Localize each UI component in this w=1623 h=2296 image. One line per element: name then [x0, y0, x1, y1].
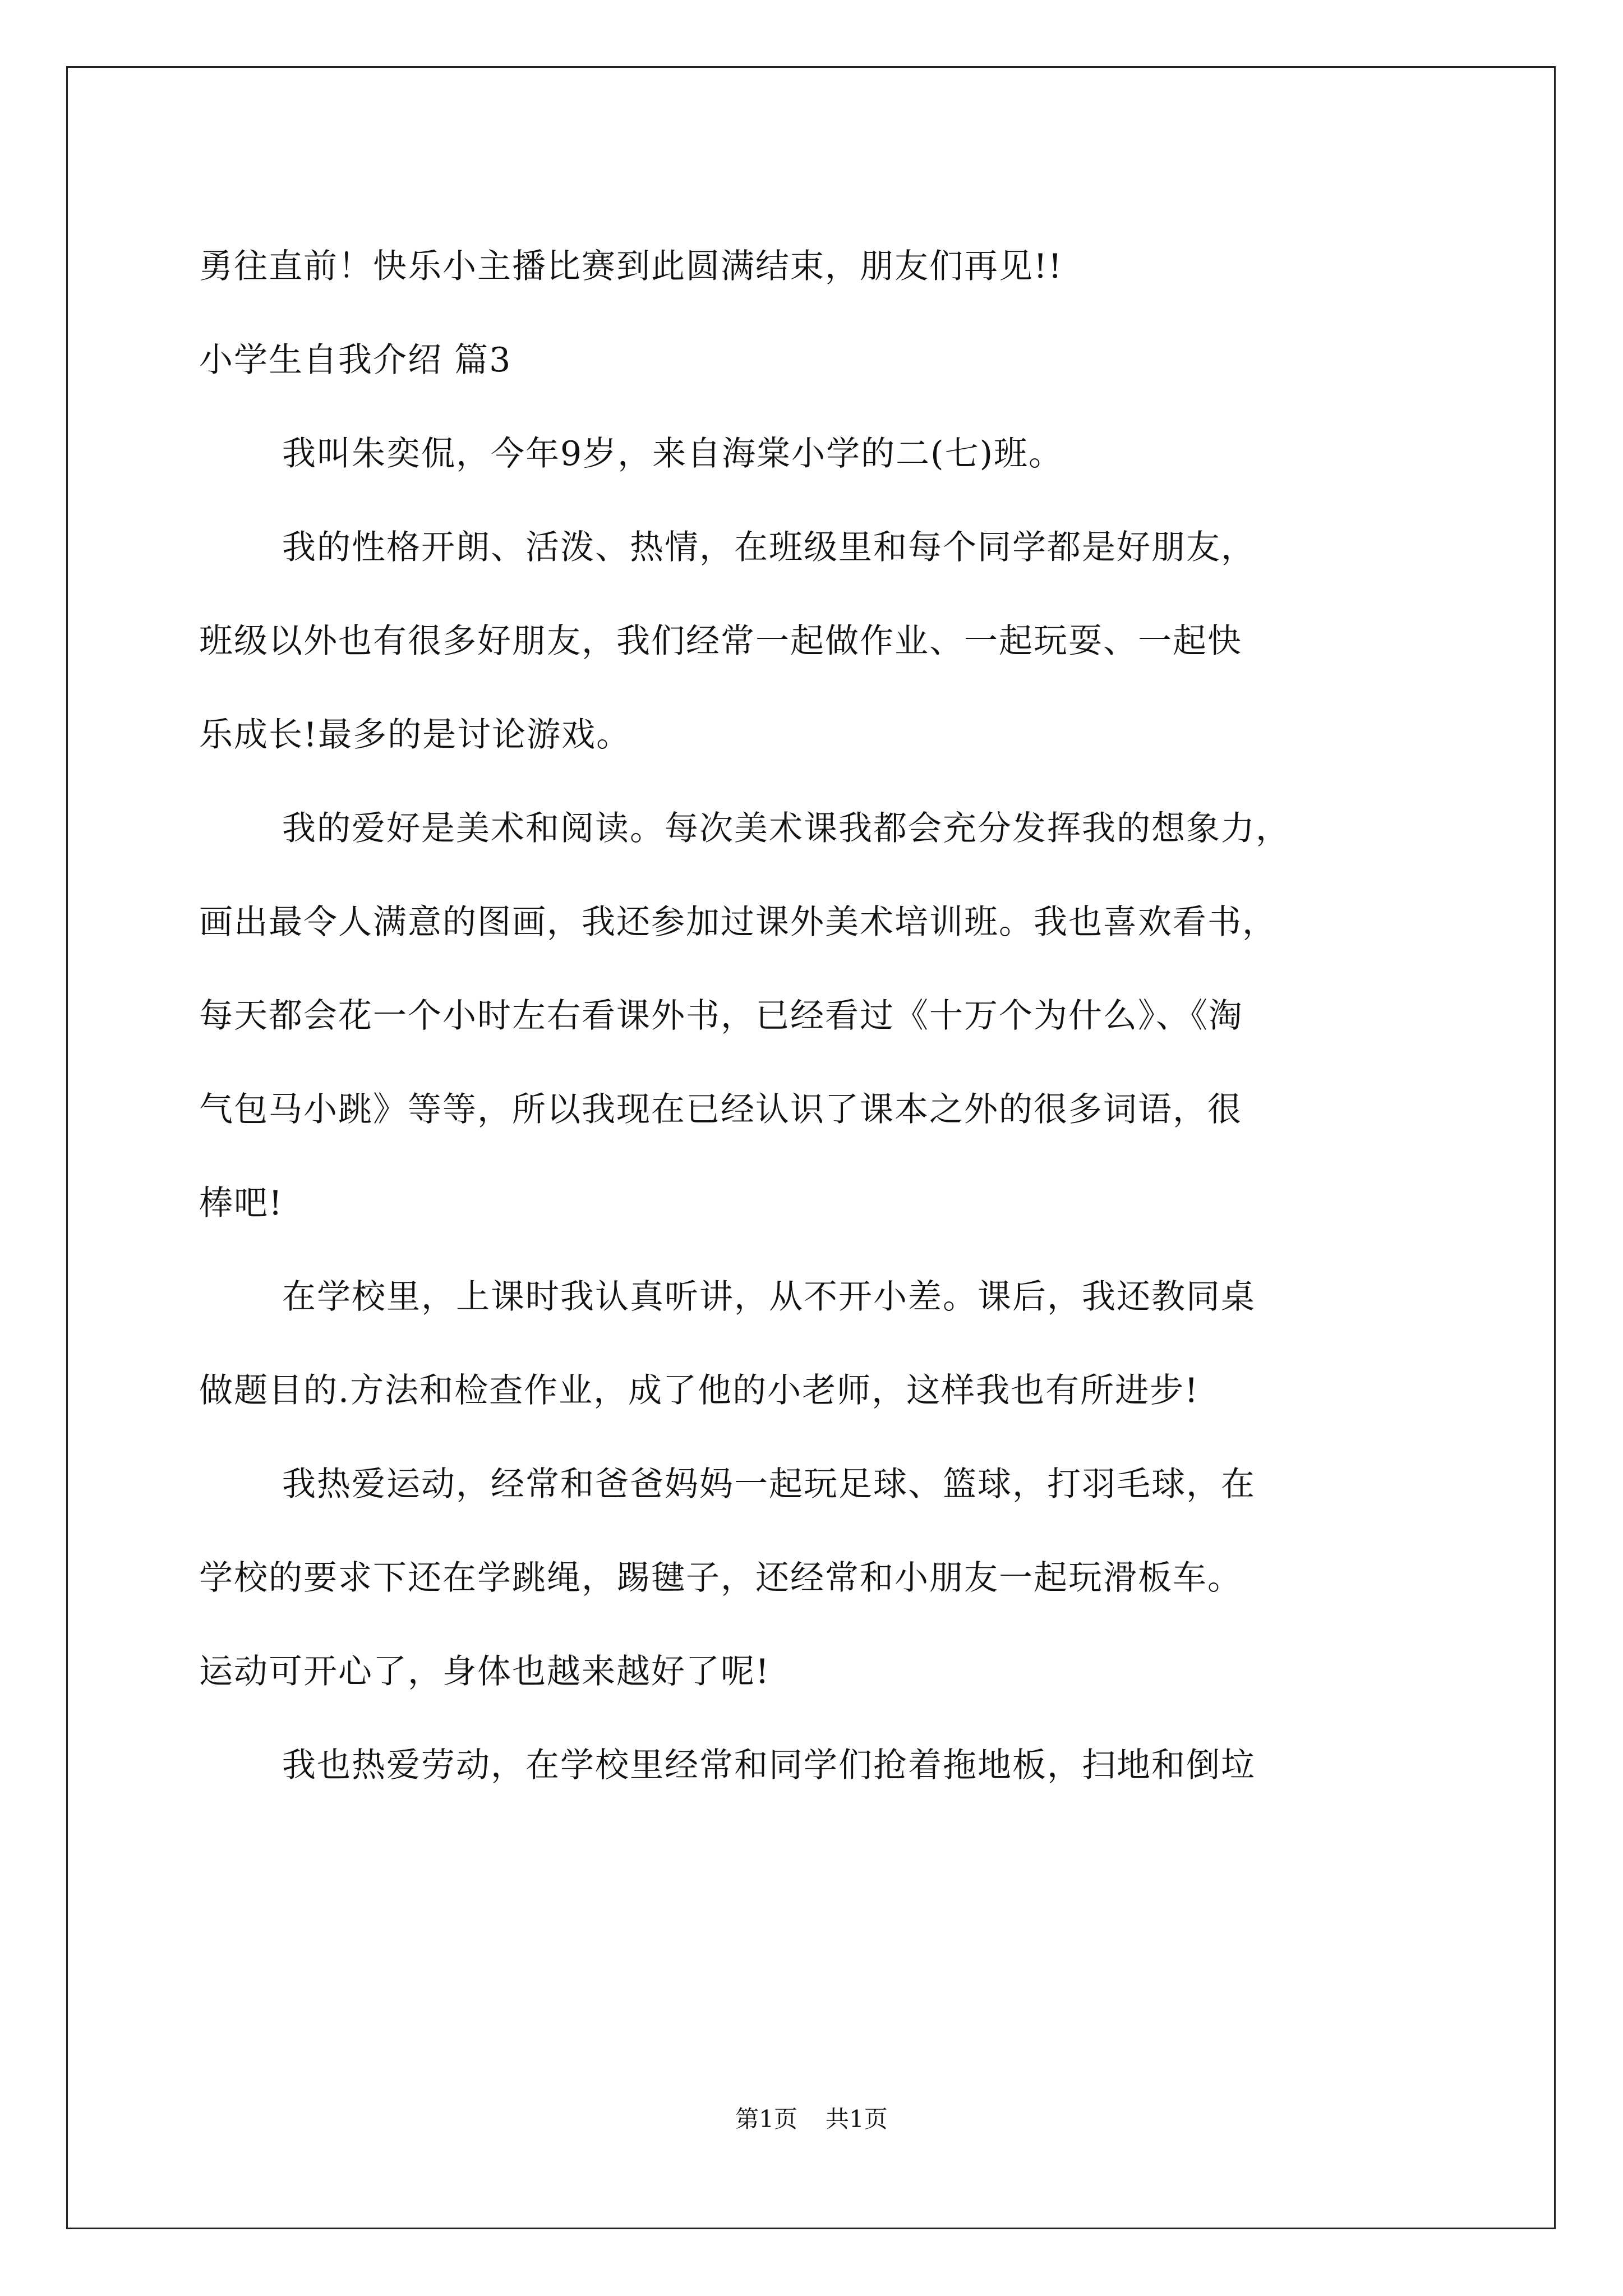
text-line: 运动可开心了，身体也越来越好了呢!	[199, 1652, 771, 1691]
text-line: 学校的要求下还在学跳绳，踢毽子，还经常和小朋友一起玩滑板车。	[199, 1558, 1242, 1598]
text-line: 勇往直前！快乐小主播比赛到此圆满结束，朋友们再见!!	[199, 247, 1063, 286]
page-footer	[0, 2102, 1623, 2136]
text-line: 班级以外也有很多好朋友，我们经常一起做作业、一起玩耍、一起快	[199, 622, 1242, 661]
text-line: 每天都会花一个小时左右看课外书，已经看过《十万个为什么》、《淘	[199, 996, 1243, 1036]
text-line: 我也热爱劳动，在学校里经常和同学们抢着拖地板，扫地和倒垃	[282, 1746, 1256, 1785]
text-line: 气包马小跳》等等，所以我现在已经认识了课本之外的很多词语，很	[199, 1090, 1242, 1129]
text-line: 我的性格开朗、活泼、热情，在班级里和每个同学都是好朋友，	[282, 528, 1256, 567]
text-line: 我的爱好是美术和阅读。每次美术课我都会充分发挥我的想象力，	[282, 809, 1290, 848]
text-line: 做题目的.方法和检查作业，成了他的小老师，这样我也有所进步!	[199, 1371, 1200, 1410]
document-body	[199, 220, 1433, 1812]
text-line: 棒吧!	[199, 1184, 284, 1223]
text-line: 我热爱运动，经常和爸爸妈妈一起玩足球、篮球，打羽毛球，在	[282, 1465, 1256, 1504]
text-line: 在学校里，上课时我认真听讲，从不开小差。课后，我还教同桌	[282, 1277, 1256, 1317]
section-heading: 小学生自我介绍 篇3	[199, 341, 512, 380]
text-line: 画出最令人满意的图画，我还参加过课外美术培训班。我也喜欢看书，	[199, 903, 1277, 942]
text-line: 我叫朱奕侃，今年9岁，来自海棠小学的二(七)班。	[282, 434, 1063, 473]
text-line: 乐成长!最多的是讨论游戏。	[199, 715, 631, 754]
page-total: 共1页	[826, 2105, 888, 2133]
page-number: 第1页	[735, 2105, 797, 2133]
